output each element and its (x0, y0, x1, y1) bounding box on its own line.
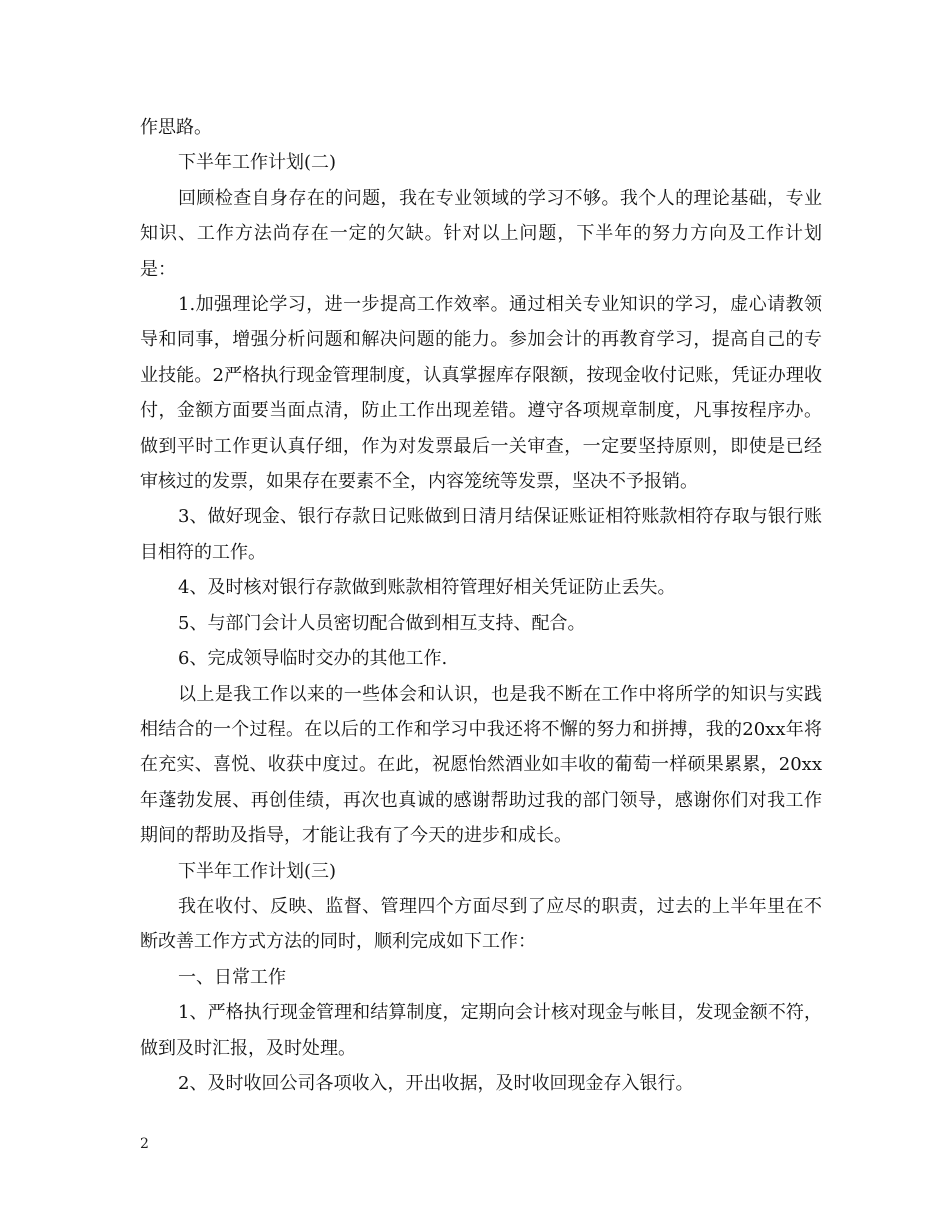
section-heading-plan-3: 下半年工作计划(三) (178, 860, 337, 882)
paragraph-item-4: 4、及时核对银行存款做到账款相符管理好相关凭证防止丢失。 (178, 577, 676, 599)
paragraph-item-3: 3、做好现金、银行存款日记账做到日清月结保证账证相符账款相符存取与银行账目相符的工作。 (140, 506, 822, 563)
paragraph-item-1: 1.加强理论学习，进一步提高工作效率。通过相关专业知识的学习，虚心请教领导和同事，增强分析问题和解决问题的能力。参加会计的再教育学习，提高自己的专业技能。2严格执行现金管理制度，认真掌握库存限额，按现金收付记账，凭证办理收付，金额方面要当面点清，防止工作出现差错。遵守各项规章制度，凡事按程序办。做到平时工作更认真仔细，作为对发票最后一关审查，一定要坚持原则，即使是已经审核过的发票，如果存在要素不全，内容笼统等发票，坚决不予报销。 (140, 294, 822, 493)
section-heading-plan-2: 下半年工作计划(二) (178, 152, 337, 174)
paragraph-continuation: 作思路。 (140, 117, 212, 138)
paragraph-review: 回顾检查自身存在的问题，我在专业领域的学习不够。我个人的理论基础，专业知识、工作方法尚存在一定的欠缺。针对以上问题，下半年的努力方向及工作计划是： (140, 187, 822, 280)
subheading-daily-work: 一、日常工作 (178, 966, 286, 988)
paragraph-daily-item-2: 2、及时收回公司各项收入，开出收据，及时收回现金存入银行。 (178, 1072, 694, 1094)
paragraph-daily-item-1: 1、严格执行现金管理和结算制度，定期向会计核对现金与帐目，发现金额不符，做到及时汇报，及时处理。 (140, 1002, 822, 1059)
paragraph-item-5: 5、与部门会计人员密切配合做到相互支持、配合。 (178, 612, 586, 634)
page-number: 2 (140, 1136, 149, 1152)
paragraph-duties: 我在收付、反映、监督、管理四个方面尽到了应尽的职责，过去的上半年里在不断改善工作方式方法的同时，顺利完成如下工作： (140, 895, 822, 953)
document-body (140, 110, 822, 1101)
paragraph-summary: 以上是我工作以来的一些体会和认识，也是我不断在工作中将所学的知识与实践相结合的一个过程。在以后的工作和学习中我还将不懈的努力和拼搏，我的20xx年将在充实、喜悦、收获中度过。在此，祝愿怡然酒业如丰收的葡萄一样硕果累累，20xx年蓬勃发展、再创佳绩，再次也真诚的感谢帮助过我的部门领导，感谢你们对我工作期间的帮助及指导，才能让我有了今天的进步和成长。 (140, 683, 822, 847)
paragraph-item-6: 6、完成领导临时交办的其他工作. (178, 648, 448, 670)
